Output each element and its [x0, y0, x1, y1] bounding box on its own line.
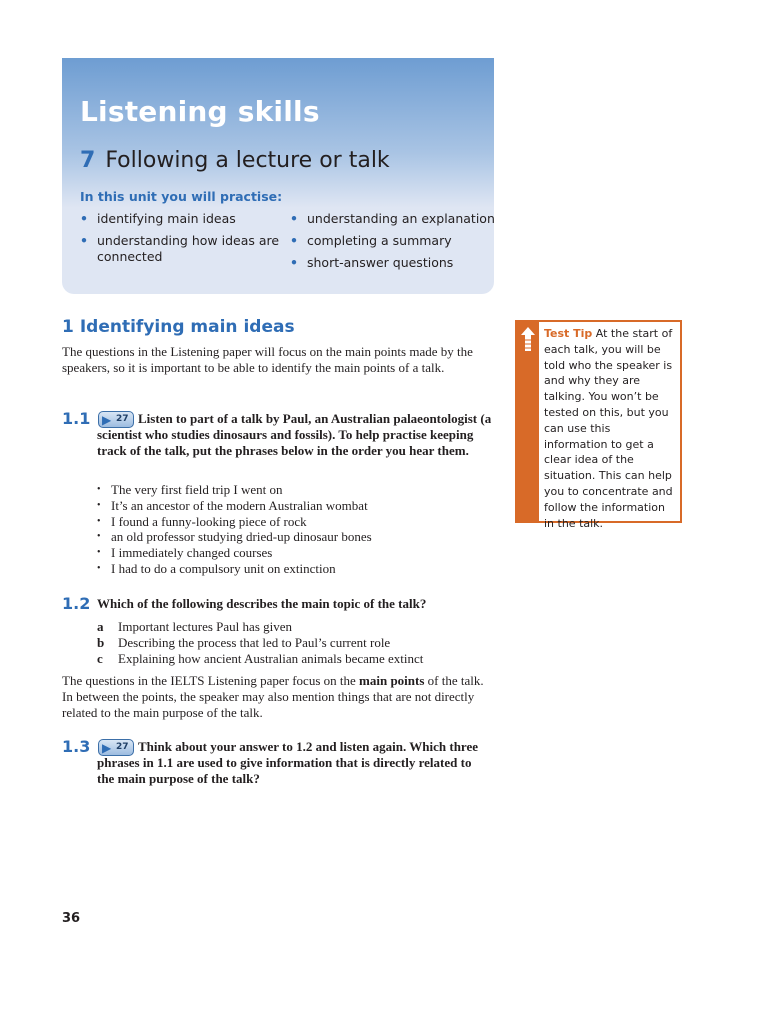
practise-heading: In this unit you will practise: — [80, 189, 283, 204]
list-item: • It’s an ancestor of the modern Australian wombat — [97, 497, 368, 513]
bullet-icon: • — [290, 233, 298, 248]
bullet-icon: • — [290, 211, 298, 226]
page-number: 36 — [62, 911, 81, 926]
bullet-icon: • — [80, 233, 88, 248]
section-intro: The questions in the Listening paper will focus on the main points made by the speakers, so it is important to be able to identify the main points of a talk. — [62, 344, 473, 375]
bullet-icon: • — [97, 484, 101, 495]
bullet-icon: • — [80, 211, 88, 226]
bullet-icon: • — [97, 547, 101, 559]
list-item: • I immediately changed courses — [97, 545, 273, 561]
unit-number: 7 — [80, 148, 96, 173]
section-number: 1 — [62, 317, 74, 337]
practise-item: • understanding how ideas are connected — [80, 233, 280, 264]
bullet-icon: • — [97, 499, 101, 511]
skill-title: Listening skills — [80, 95, 320, 128]
test-tip-box — [515, 320, 682, 530]
arrow-up-icon — [520, 326, 536, 352]
track-number: 27 — [116, 414, 129, 424]
list-item: b Describing the process that led to Paul’s current role — [97, 635, 391, 650]
unit-title-text: Following a lecture or talk — [105, 148, 390, 173]
question-1-1-text: Listen to part of a talk by Paul, an Australian palaeontologist (a scientist who studies dinosaurs and fossils). To help practise keeping track of the talk, put the phrases below in the order you hear them. — [97, 411, 492, 458]
list-item: c Explaining how ancient Australian animals became extinct — [97, 651, 424, 666]
question-number-1-1: 1.1 — [62, 409, 91, 428]
section-title: Identifying main ideas — [79, 317, 295, 337]
bullet-icon: • — [97, 562, 101, 574]
tip-label: Test Tip — [544, 327, 593, 340]
bullet-icon: • — [97, 515, 101, 527]
list-item: • I had to do a compulsory unit on extinction — [97, 560, 336, 576]
tip-side-strip — [517, 322, 539, 521]
note-paragraph: The questions in the IELTS Listening paper focus on the main points of the talk. In between the points, the speaker may also mention things that are not directly related to the main purpose of the talk. — [62, 673, 484, 720]
question-number-1-3: 1.3 — [62, 737, 91, 756]
list-item: • I found a funny-looking piece of rock — [97, 513, 307, 529]
question-1-2-text: Which of the following describes the main topic of the talk? — [97, 596, 427, 611]
bullet-icon: • — [97, 531, 101, 543]
phrase-list — [97, 482, 372, 577]
list-item: • The very first field trip I went on — [97, 482, 283, 497]
play-icon: ▶ — [102, 413, 112, 427]
tip-text: Test Tip At the start of each talk, you will be told who the speaker is and why they are talking. You won’t be tested on this, but you can use this information to get a clear idea of the situation. This can help you to concentrate and follow the information in the talk. — [544, 327, 673, 530]
list-item: a Important lectures Paul has given — [97, 619, 293, 634]
practise-item: • completing a summary — [290, 233, 452, 248]
practise-item: • identifying main ideas — [80, 211, 236, 226]
track-number: 27 — [116, 742, 129, 752]
unit-title — [80, 148, 390, 173]
practise-list-right — [290, 211, 495, 277]
question-number-1-2: 1.2 — [62, 594, 91, 613]
practise-item: • understanding an explanation — [290, 211, 495, 226]
bullet-icon: • — [290, 255, 298, 270]
option-list — [97, 619, 423, 667]
section-heading — [62, 317, 295, 337]
question-1-3-text: Think about your answer to 1.2 and listen again. Which three phrases in 1.1 are used to give information that is directly related to the main purpose of the talk? — [97, 739, 478, 786]
practise-item: • short-answer questions — [290, 255, 454, 270]
play-icon: ▶ — [102, 741, 112, 755]
practise-list-left — [80, 211, 280, 271]
list-item: • an old professor studying dried-up dinosaur bones — [97, 529, 372, 545]
